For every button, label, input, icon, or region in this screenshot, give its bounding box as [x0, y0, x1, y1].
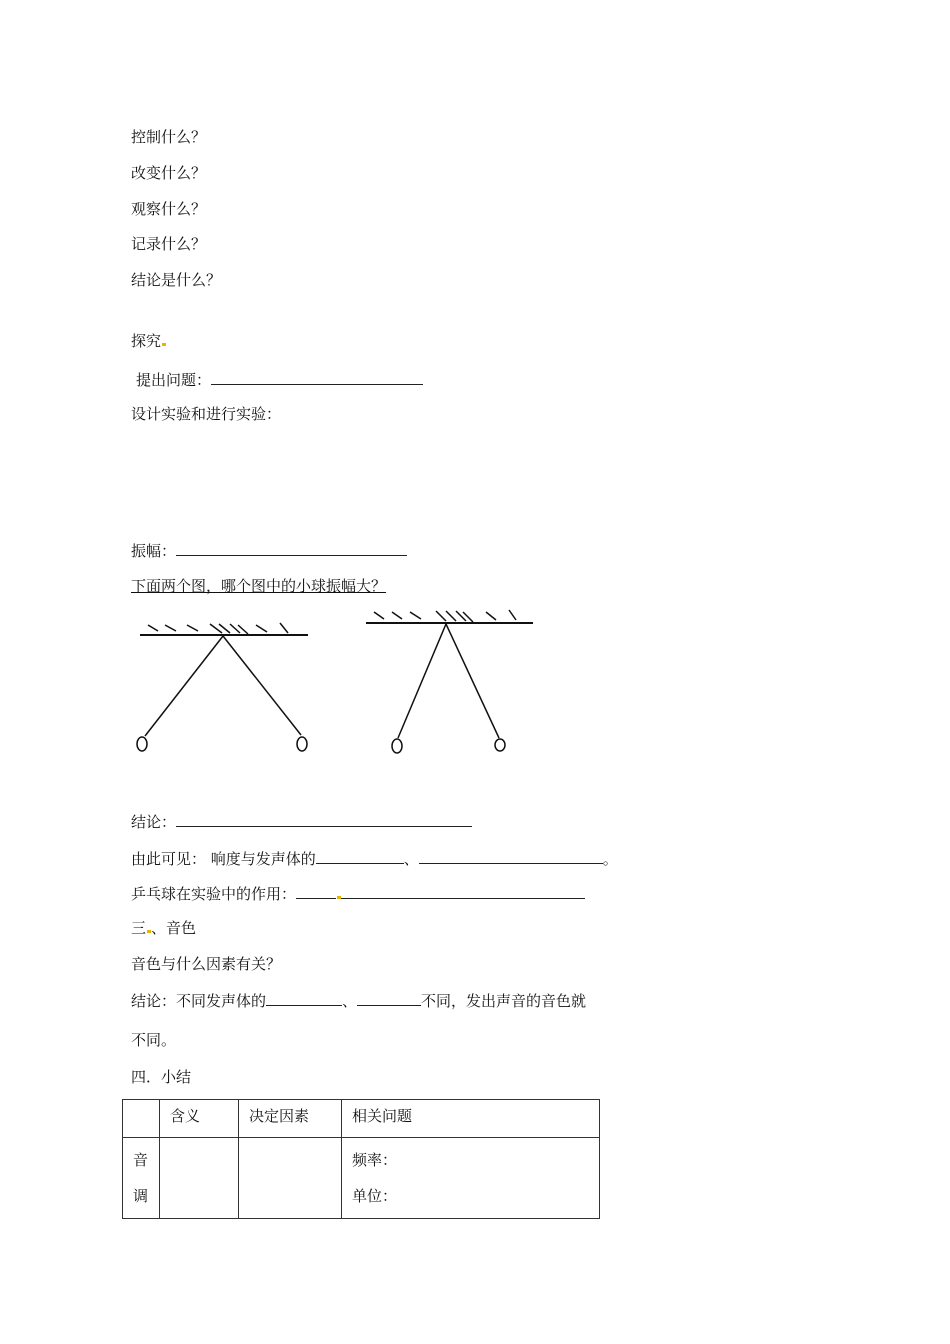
section3-title-text: 、音色	[151, 919, 197, 937]
related-frequency: 频率：	[352, 1151, 398, 1169]
timbre-conclusion-prefix: 结论：不同发声体的	[131, 992, 267, 1010]
loudness-blank-1[interactable]	[316, 847, 404, 864]
related-unit: 单位：	[352, 1187, 398, 1205]
table-header-related: 相关问题	[342, 1100, 600, 1138]
question-record: 记录什么？	[131, 235, 207, 253]
conclusion-label: 结论：	[131, 813, 177, 831]
summary-table	[122, 1099, 600, 1219]
conclusion-blank[interactable]	[176, 810, 472, 827]
timbre-question: 音色与什么因素有关？	[131, 955, 282, 973]
question-control: 控制什么？	[131, 128, 207, 146]
timbre-conclusion-line	[131, 989, 586, 1011]
table-row	[123, 1138, 600, 1219]
pingpong-label: 乒乓球在实验中的作用：	[131, 885, 297, 903]
table-header-cell-empty	[123, 1100, 160, 1138]
table-cell-factor[interactable]	[239, 1138, 342, 1219]
pingpong-blank-a[interactable]	[296, 882, 336, 899]
design-label: 设计实验和进行实验：	[131, 405, 282, 423]
ask-question-label: 提出问题：	[136, 371, 212, 389]
pingpong-line	[131, 882, 585, 904]
timbre-conclusion-end: 不同。	[131, 1031, 177, 1049]
timbre-separator: 、	[342, 992, 358, 1010]
pendulum-figure-right	[366, 610, 533, 753]
question-conclusion: 结论是什么？	[131, 271, 222, 289]
table-header-factor: 决定因素	[239, 1100, 342, 1138]
loudness-line	[131, 847, 618, 869]
question-change: 改变什么？	[131, 164, 207, 182]
loudness-prefix: 由此可见： 响度与发声体的	[131, 850, 316, 868]
table-cell-meaning[interactable]	[160, 1138, 239, 1219]
timbre-blank-1[interactable]	[266, 989, 342, 1006]
loudness-blank-2[interactable]	[419, 847, 603, 864]
table-header-row	[123, 1100, 600, 1138]
explore-heading-text: 探究	[131, 332, 162, 350]
table-cell-related	[342, 1138, 600, 1219]
table-row-label	[123, 1138, 160, 1219]
amplitude-label: 振幅：	[131, 542, 177, 560]
table-header-meaning: 含义	[160, 1100, 239, 1138]
question-observe: 观察什么？	[131, 200, 207, 218]
pendulum-figure-left	[137, 623, 308, 751]
section3-title	[131, 918, 196, 938]
conclusion-line	[131, 810, 472, 832]
pingpong-blank-b[interactable]	[341, 882, 585, 899]
section3-title-number: 三	[131, 919, 147, 937]
loudness-period: 。	[602, 850, 618, 868]
loudness-separator: 、	[403, 850, 419, 868]
section4-title: 四．小结	[131, 1068, 192, 1086]
figure-question: 下面两个图，哪个图中的小球振幅大？	[131, 577, 387, 595]
row-label-top: 音	[133, 1151, 149, 1169]
row-label-bottom: 调	[133, 1187, 149, 1205]
timbre-blank-2[interactable]	[357, 989, 421, 1006]
timbre-conclusion-suffix: 不同，发出声音的音色就	[421, 992, 587, 1010]
